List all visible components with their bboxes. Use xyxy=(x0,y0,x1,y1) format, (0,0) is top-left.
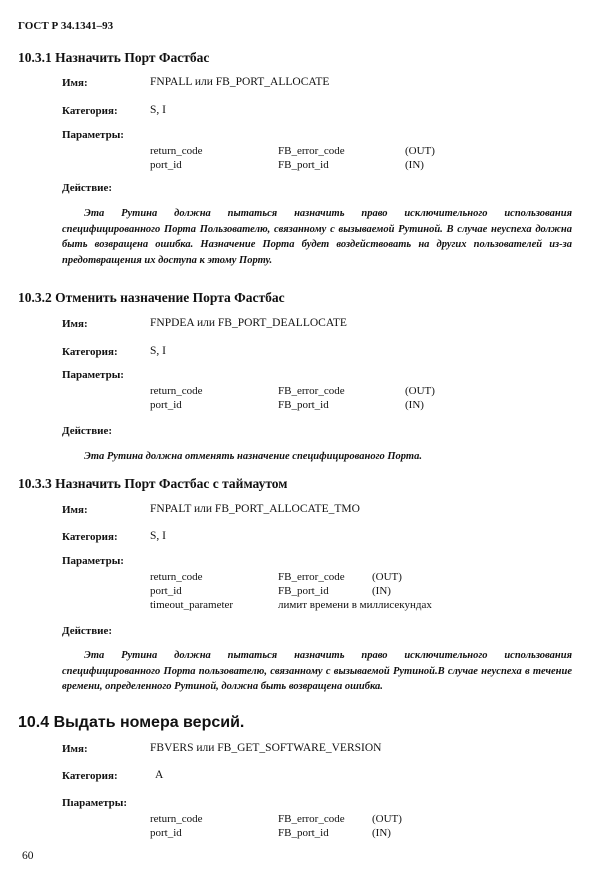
param-type: FB_error_code xyxy=(278,145,345,157)
param-directions xyxy=(405,384,435,412)
action-label: Действие: xyxy=(62,425,113,437)
param-names xyxy=(150,812,203,840)
param-directions xyxy=(372,570,402,598)
param-direction: (IN) xyxy=(405,159,424,171)
action-text: Эта Рутина должна пытаться назначить право исключительного использования специфицированного Порта пользователю, связанному с вызываемой Рутиной.В случае неуспеха в течение времени, определенного Рутиной, должна быть возвращена ошибка. xyxy=(62,650,572,693)
param-names xyxy=(150,570,233,612)
param-direction: (IN) xyxy=(372,827,391,839)
routine-name: FNPALL или FB_PORT_ALLOCATE xyxy=(150,76,330,88)
routine-name: FNPDEA или FB_PORT_DEALLOCATE xyxy=(150,317,347,329)
name-label: Имя: xyxy=(62,743,88,755)
param-direction: (OUT) xyxy=(372,571,402,583)
param-name: port_id xyxy=(150,827,182,839)
param-types xyxy=(278,384,345,412)
category-label: Категория: xyxy=(62,346,118,358)
name-label: Имя: xyxy=(62,77,88,89)
params-label: Параметры: xyxy=(62,555,124,567)
action-label: Действие: xyxy=(62,625,113,637)
param-type: FB_error_code xyxy=(278,571,345,583)
param-name: return_code xyxy=(150,813,203,825)
param-directions xyxy=(405,144,435,172)
category-label: Категория: xyxy=(62,770,118,782)
param-direction: (IN) xyxy=(405,399,424,411)
name-label: Имя: xyxy=(62,504,88,516)
param-direction: (OUT) xyxy=(405,145,435,157)
param-type: FB_port_id xyxy=(278,159,329,171)
param-name: timeout_parameter xyxy=(150,599,234,611)
category-value: S, I xyxy=(150,345,166,357)
category-value: S, I xyxy=(150,530,166,542)
param-types xyxy=(278,144,345,172)
section-title-10-4: 10.4 Выдать номера версий. xyxy=(18,714,245,731)
param-name: return_code xyxy=(150,571,203,583)
param-name: port_id xyxy=(150,159,182,171)
param-direction: (OUT) xyxy=(372,813,402,825)
category-label: Категория: xyxy=(62,105,118,117)
routine-name: FNPALT или FB_PORT_ALLOCATE_TMO xyxy=(150,503,360,515)
param-type: FB_error_code xyxy=(278,385,345,397)
param-type: FB_port_id xyxy=(278,585,329,597)
param-types xyxy=(278,812,345,840)
param-type: FB_error_code xyxy=(278,813,345,825)
section-title-10-3-2: 10.3.2 Отменить назначение Порта Фастбас xyxy=(18,290,285,305)
param-name: port_id xyxy=(150,585,182,597)
param-name: return_code xyxy=(150,145,203,157)
routine-name: FBVERS или FB_GET_SOFTWARE_VERSION xyxy=(150,742,382,754)
param-type: FB_port_id xyxy=(278,827,329,839)
category-value: S, I xyxy=(150,104,166,116)
param-type: лимит времени в миллисекундах xyxy=(278,599,432,611)
params-label: Параметры: xyxy=(62,129,124,141)
category-value: A xyxy=(155,769,164,781)
param-name: return_code xyxy=(150,385,203,397)
section-title-10-3-3: 10.3.3 Назначить Порт Фастбас с таймаутом xyxy=(18,476,288,491)
category-label: Категория: xyxy=(62,531,118,543)
param-types xyxy=(278,570,432,612)
param-direction: (OUT) xyxy=(405,385,435,397)
name-label: Имя: xyxy=(62,318,88,330)
param-type: FB_port_id xyxy=(278,399,329,411)
param-name: port_id xyxy=(150,399,182,411)
params-label: Параметры: xyxy=(62,369,124,381)
section-title-10-3-1: 10.3.1 Назначить Порт Фастбас xyxy=(18,50,210,65)
action-label: Действие: xyxy=(62,182,113,194)
param-names xyxy=(150,384,203,412)
page-number: 60 xyxy=(22,850,34,862)
param-directions xyxy=(372,812,402,840)
params-label: Пıараметры: xyxy=(62,797,128,809)
param-direction: (IN) xyxy=(372,585,391,597)
document-header: ГОСТ Р 34.1341–93 xyxy=(18,20,114,32)
param-names xyxy=(150,144,203,172)
action-text: Эта Рутина должна пытаться назначить право исключительного использования специфицированного Порта Пользователю, связанному с вызываемой Рутиной. В случае неуспеха должна быть возвращена ошибка. Назначение Порта будет воздействовать на других пользователей из-за предотвращения их доступа к этому Порту. xyxy=(62,208,572,266)
action-text: Эта Рутина должна отменять назначение специфицированого Порта. xyxy=(84,451,422,462)
